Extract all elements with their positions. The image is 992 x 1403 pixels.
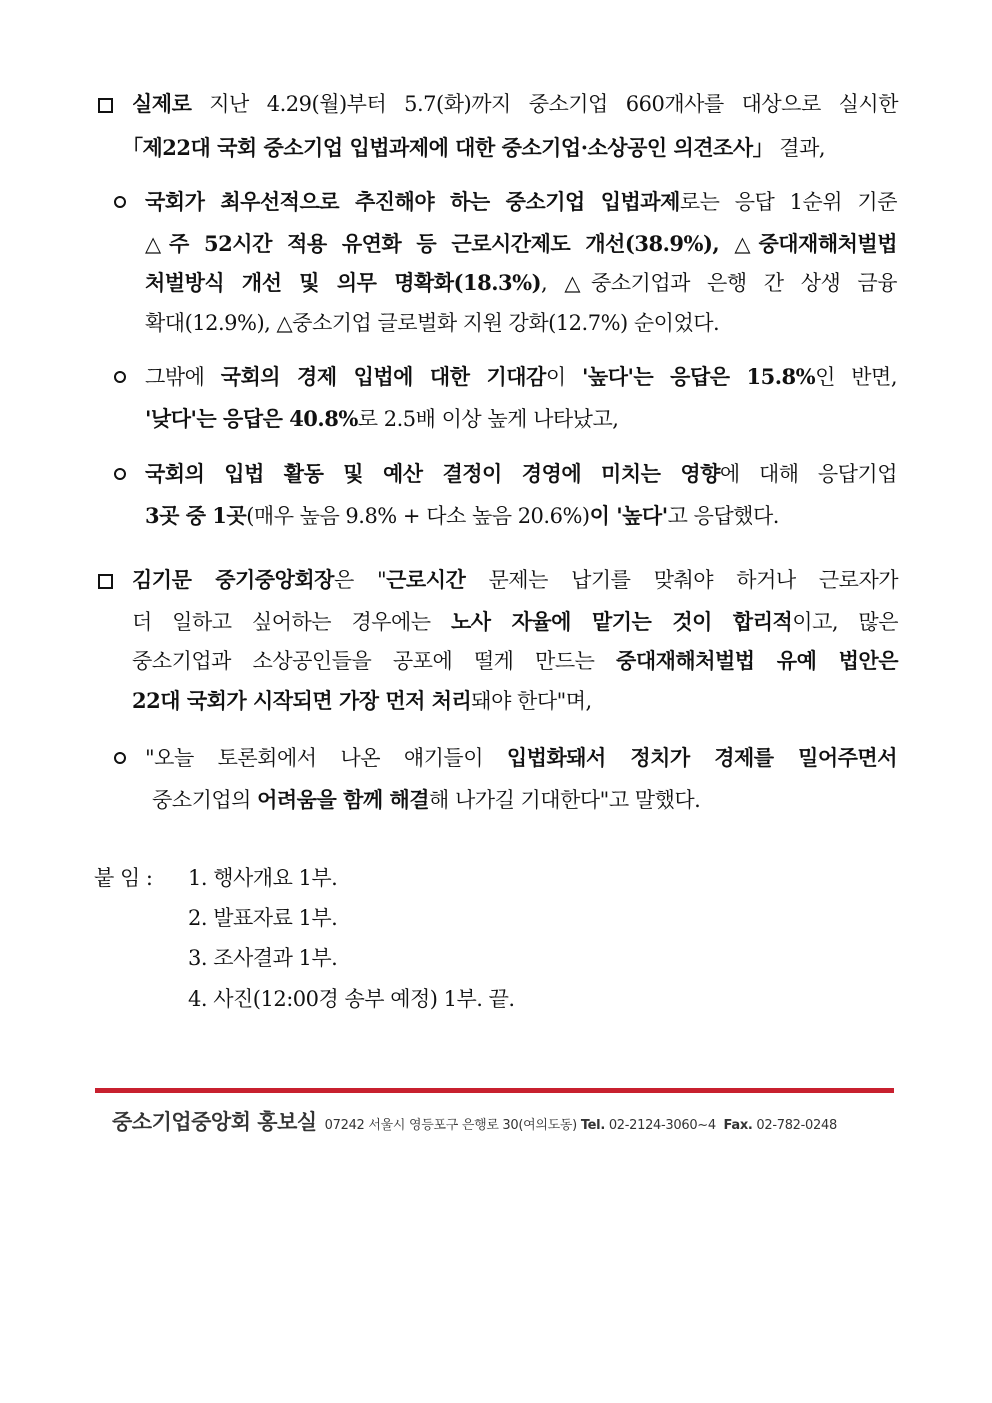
square-bullet-icon <box>98 574 113 589</box>
bullet-2-line-1: 그밖에 국회의 경제 입법에 대한 기대감이 '높다'는 응답은 15.8%인 반면, <box>145 364 898 389</box>
bullet-2-line-2: '낮다'는 응답은 40.8%로 2.5배 이상 높게 나타났고, <box>145 406 619 431</box>
footer <box>112 1106 837 1136</box>
bullet-1-line-3: 처벌방식 개선 및 의무 명확화(18.3%), △중소기업과 은행 간 상생 금융 <box>145 270 897 295</box>
bullet-3-line-2: 3곳 중 1곳(매우 높음 9.8% + 다소 높음 20.6%)이 '높다'고 응답했다. <box>145 503 779 528</box>
footer-organization: 중소기업중앙회 홍보실 <box>112 1110 317 1134</box>
attachment-item: 2. 발표자료 1부. <box>188 906 338 930</box>
circle-bullet-icon <box>114 468 126 480</box>
paragraph-2-line-2: 더 일하고 싶어하는 경우에는 노사 자율에 맡기는 것이 합리적이고, 많은 <box>132 609 899 634</box>
paragraph-1-line-2: 「제22대 국회 중소기업 입법과제에 대한 중소기업·소상공인 의견조사」 결과, <box>122 135 826 160</box>
footer-address: 07242 서울시 영등포구 은행로 30(여의도동) <box>324 1118 577 1133</box>
attachment-item: 3. 조사결과 1부. <box>188 946 338 970</box>
bullet-1-line-4: 확대(12.9%), △중소기업 글로벌화 지원 강화(12.7%) 순이었다. <box>145 311 720 335</box>
bullet-1-line-1: 국회가 최우선적으로 추진해야 하는 중소기업 입법과제로는 응답 1순위 기준 <box>145 189 897 214</box>
circle-bullet-icon <box>114 752 126 764</box>
square-bullet-icon <box>98 98 113 113</box>
footer-fax-label: Fax. <box>723 1118 753 1133</box>
paragraph-1-line-1: 실제로 지난 4.29(월)부터 5.7(화)까지 중소기업 660개사를 대상으로 실시한 <box>132 91 898 116</box>
footer-tel: 02-2124-3060~4 <box>608 1118 716 1133</box>
paragraph-2-line-3: 중소기업과 소상공인들을 공포에 떨게 만드는 중대재해처벌법 유예 법안은 <box>132 648 898 673</box>
bullet-4-line-2: 중소기업의 어려움을 함께 해결해 나가길 기대한다"고 말했다. <box>152 787 701 812</box>
paragraph-2-line-1: 김기문 중기중앙회장은 "근로시간 문제는 납기를 맞춰야 하거나 근로자가 <box>132 567 899 592</box>
footer-tel-label: Tel. <box>580 1118 605 1133</box>
bullet-1-line-2: △주 52시간 적용 유연화 등 근로시간제도 개선(38.9%), △중대재해처벌법 <box>145 231 897 256</box>
bullet-4-line-1: "오늘 토론회에서 나온 얘기들이 입법화돼서 정치가 경제를 밀어주면서 <box>145 745 898 770</box>
attachment-item: 4. 사진(12:00경 송부 예정) 1부. 끝. <box>188 987 515 1011</box>
bullet-3-line-1: 국회의 입법 활동 및 예산 결정이 경영에 미치는 영향에 대해 응답기업 <box>145 461 897 486</box>
footer-contact <box>325 1118 837 1133</box>
circle-bullet-icon <box>114 196 126 208</box>
footer-fax: 02-782-0248 <box>756 1118 837 1133</box>
attachment-item: 1. 행사개요 1부. <box>188 866 338 890</box>
paragraph-2-line-4: 22대 국회가 시작되면 가장 먼저 처리돼야 한다"며, <box>132 688 592 713</box>
circle-bullet-icon <box>114 371 126 383</box>
footer-divider <box>95 1088 894 1093</box>
attachments-label: 붙 임 : <box>94 866 153 890</box>
